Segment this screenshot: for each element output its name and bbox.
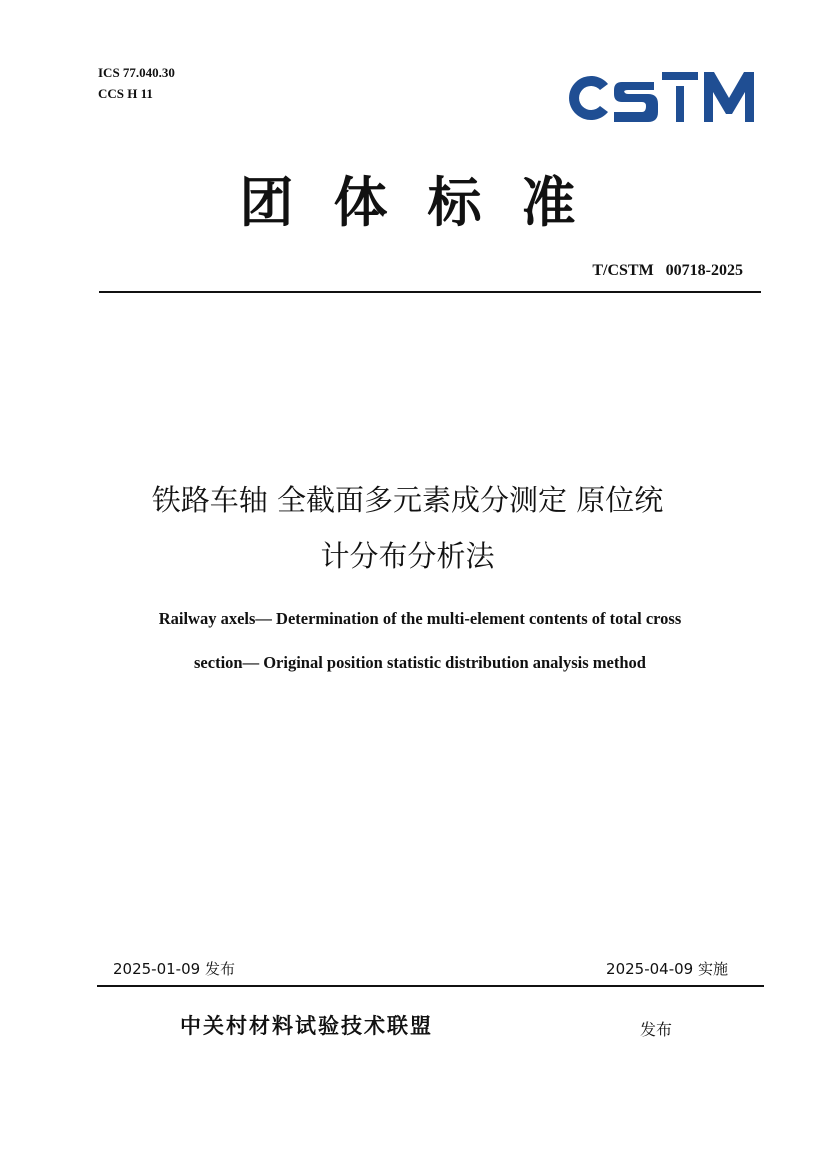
bottom-divider [97,985,764,987]
logo-letter-t-stem [676,86,684,122]
logo-letter-c [569,76,608,120]
publisher-name: 中关村材料试验技术联盟 [180,1014,433,1038]
chinese-title [60,472,755,584]
document-type-heading: 团体标准 [239,171,616,234]
issue-date: 2025-01-09 发布 [113,960,235,978]
implementation-date: 2025-04-09 实施 [606,960,728,978]
english-title-line-2: section— Original position statistic distribution analysis method [194,653,646,672]
standard-number: T/CSTM 00718-2025 [592,262,743,279]
logo-letter-s [614,82,658,122]
ics-code: ICS 77.040.30 [98,65,175,80]
logo-letter-t-bar [662,72,698,80]
publish-label: 发布 [640,1020,673,1039]
cstm-logo [562,70,754,126]
chinese-title-line-1: 铁路车轴 全截面多元素成分测定 原位统 [151,483,664,517]
top-divider [99,291,761,293]
classification-codes [98,62,175,104]
logo-letter-m [704,72,754,122]
ccs-code: CCS H 11 [98,86,153,101]
english-title [70,597,770,685]
english-title-line-1: Railway axels— Determination of the multi-element contents of total cross [158,609,682,628]
chinese-title-line-2: 计分布分析法 [320,539,495,573]
